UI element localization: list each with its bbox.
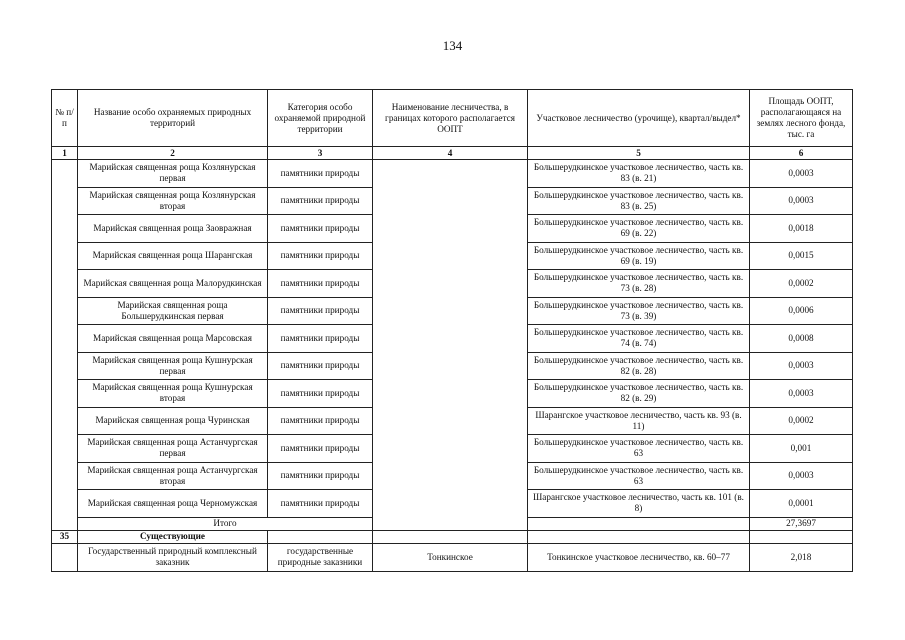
row-name: Марийская священная роща Марсовская — [78, 325, 268, 353]
row-category: памятники природы — [268, 490, 373, 518]
row-name: Марийская священная роща Черномужская — [78, 490, 268, 518]
row-name: Марийская священная роща Астанчургская вторая — [78, 462, 268, 490]
protected-areas-table — [51, 89, 853, 572]
col-number: 2 — [78, 147, 268, 160]
row-name: Государственный природный комплексный заказник — [78, 543, 268, 571]
section-row — [52, 530, 853, 543]
empty-cell — [373, 530, 528, 543]
row-area: 0,0015 — [750, 242, 853, 270]
header-name: Название особо охраняемых природных территорий — [78, 90, 268, 147]
row-name: Марийская священная роща Чуринская — [78, 407, 268, 435]
row-category: памятники природы — [268, 242, 373, 270]
column-number-row — [52, 147, 853, 160]
row-area: 0,0002 — [750, 407, 853, 435]
header-forestry: Наименование лесничества, в границах которого располагается ООПТ — [373, 90, 528, 147]
row-district: Большерудкинское участковое лесничество, часть кв. 63 — [528, 462, 750, 490]
row-district: Большерудкинское участковое лесничество, часть кв. 82 (в. 29) — [528, 380, 750, 408]
row-district: Большерудкинское участковое лесничество, часть кв. 73 (в. 39) — [528, 297, 750, 325]
header-district: Участковое лесничество (урочище), квартал/выдел* — [528, 90, 750, 147]
row-district: Тонкинское участковое лесничество, кв. 60–77 — [528, 543, 750, 571]
row-district: Большерудкинское участковое лесничество, часть кв. 73 (в. 28) — [528, 270, 750, 298]
row-district: Большерудкинское участковое лесничество, часть кв. 69 (в. 19) — [528, 242, 750, 270]
table-row — [52, 543, 853, 571]
row-name: Марийская священная роща Кушнурская вторая — [78, 380, 268, 408]
row-area: 0,0003 — [750, 352, 853, 380]
row-area: 0,001 — [750, 435, 853, 463]
row-num-cell — [52, 160, 78, 531]
col-number: 1 — [52, 147, 78, 160]
row-category: памятники природы — [268, 215, 373, 243]
empty-cell — [268, 530, 373, 543]
row-name: Марийская священная роща Малорудкинская — [78, 270, 268, 298]
row-district: Шарангское участковое лесничество, часть кв. 101 (в. 8) — [528, 490, 750, 518]
row-category: памятники природы — [268, 187, 373, 215]
row-name: Марийская священная роща Заовражная — [78, 215, 268, 243]
page-number: 134 — [442, 38, 463, 53]
row-name: Марийская священная роща Козлянурская вторая — [78, 187, 268, 215]
row-forestry: Тонкинское — [373, 543, 528, 571]
header-area: Площадь ООПТ, располагающаяся на землях лесного фонда, тыс. га — [750, 90, 853, 147]
row-name: Марийская священная роща Кушнурская первая — [78, 352, 268, 380]
row-category: памятники природы — [268, 325, 373, 353]
row-name: Марийская священная роща Большерудкинская первая — [78, 297, 268, 325]
total-area: 27,3697 — [750, 517, 853, 530]
empty-cell — [52, 543, 78, 571]
header-category: Категория особо охраняемой природной территории — [268, 90, 373, 147]
row-category: памятники природы — [268, 435, 373, 463]
col-number: 4 — [373, 147, 528, 160]
row-area: 0,0003 — [750, 462, 853, 490]
section-label: Существующие — [78, 530, 268, 543]
row-forestry — [373, 160, 528, 531]
row-district: Большерудкинское участковое лесничество, часть кв. 74 (в. 74) — [528, 325, 750, 353]
row-name: Марийская священная роща Шарангская — [78, 242, 268, 270]
row-area: 2,018 — [750, 543, 853, 571]
empty-cell — [750, 530, 853, 543]
row-category: памятники природы — [268, 270, 373, 298]
row-area: 0,0006 — [750, 297, 853, 325]
row-category: государственные природные заказники — [268, 543, 373, 571]
total-label: Итого — [78, 517, 373, 530]
row-area: 0,0002 — [750, 270, 853, 298]
col-number: 6 — [750, 147, 853, 160]
col-number: 5 — [528, 147, 750, 160]
empty-cell — [528, 517, 750, 530]
row-category: памятники природы — [268, 462, 373, 490]
row-category: памятники природы — [268, 380, 373, 408]
header-num: № п/п — [52, 90, 78, 147]
row-area: 0,0001 — [750, 490, 853, 518]
row-category: памятники природы — [268, 407, 373, 435]
row-district: Большерудкинское участковое лесничество, часть кв. 82 (в. 28) — [528, 352, 750, 380]
col-number: 3 — [268, 147, 373, 160]
empty-cell — [528, 530, 750, 543]
row-district: Шарангское участковое лесничество, часть кв. 93 (в. 11) — [528, 407, 750, 435]
row-district: Большерудкинское участковое лесничество, часть кв. 83 (в. 25) — [528, 187, 750, 215]
data-rows — [52, 160, 853, 531]
row-category: памятники природы — [268, 297, 373, 325]
row-area: 0,0003 — [750, 380, 853, 408]
table-row — [52, 160, 853, 188]
row-district: Большерудкинское участковое лесничество, часть кв. 63 — [528, 435, 750, 463]
row-category: памятники природы — [268, 352, 373, 380]
row-district: Большерудкинское участковое лесничество, часть кв. 69 (в. 22) — [528, 215, 750, 243]
row-name: Марийская священная роща Астанчургская первая — [78, 435, 268, 463]
table-header-row — [52, 90, 853, 147]
row-area: 0,0003 — [750, 160, 853, 188]
section-num: 35 — [52, 530, 78, 543]
row-category: памятники природы — [268, 160, 373, 188]
row-name: Марийская священная роща Козлянурская первая — [78, 160, 268, 188]
row-district: Большерудкинское участковое лесничество, часть кв. 83 (в. 21) — [528, 160, 750, 188]
row-area: 0,0003 — [750, 187, 853, 215]
row-area: 0,0008 — [750, 325, 853, 353]
row-area: 0,0018 — [750, 215, 853, 243]
